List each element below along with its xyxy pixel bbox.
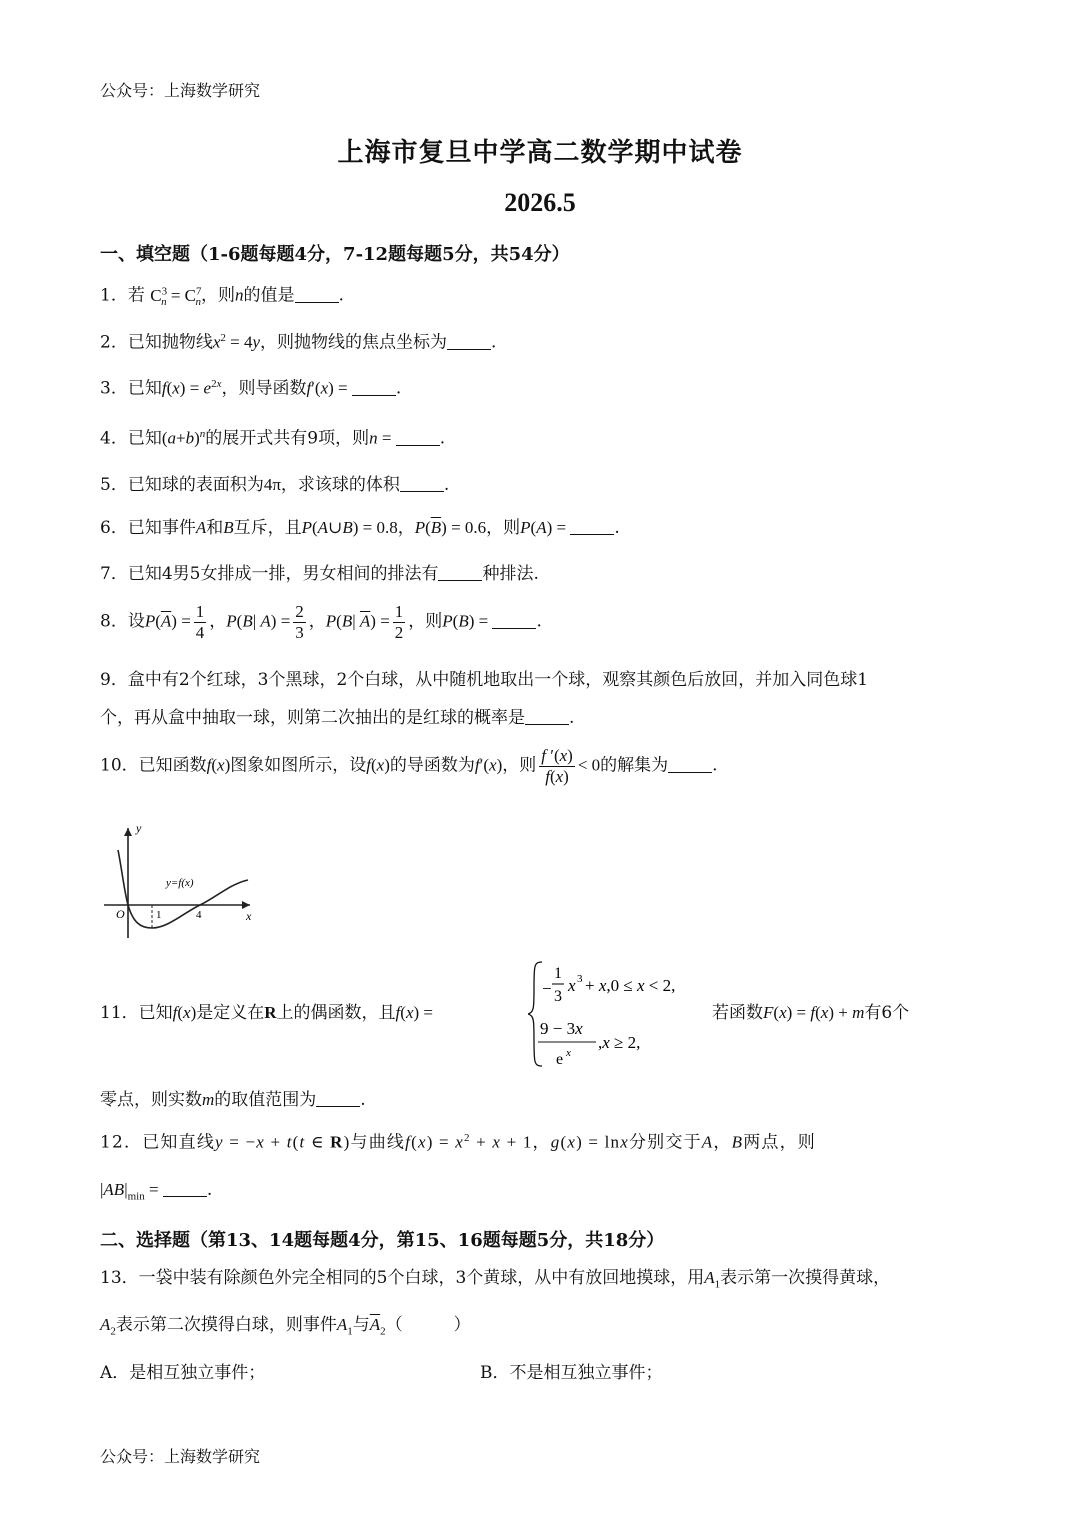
question-3: 3．已知$f(x) = e^{2x}$，则导函数f′(x) = . <box>100 378 402 399</box>
question-2: 2．已知抛物线$x^2 = 4y$，则抛物线的焦点坐标为 . <box>100 332 497 353</box>
y-label: y <box>136 821 142 835</box>
svg-text:,x ≥ 2,: ,x ≥ 2, <box>598 1033 641 1052</box>
question-9-line2: 个，再从盒中抽取一球，则第二次抽出的是红球的概率是 . <box>100 708 575 728</box>
option-b[interactable]: B．不是相互独立事件； <box>480 1363 663 1383</box>
section-choice-heading: 二、选择题（第13、14题每题4分，第15、16题每题5分，共18分） <box>100 1230 665 1251</box>
question-5: 5．已知球的表面积为4π，求该球的体积 . <box>100 475 450 495</box>
question-11-line2: 零点，则实数m的取值范围为 . <box>100 1090 366 1110</box>
piecewise-definition <box>528 958 708 1070</box>
question-11-post: 若函数F(x) = f(x) + m有6个 <box>712 1003 910 1023</box>
question-13-line1: 13．一袋中装有除颜色外完全相同的5个白球，3个黄球，从中有放回地摸球，用$A_1$表示第一次摸得黄球， <box>100 1268 891 1291</box>
option-a[interactable]: A．是相互独立事件； <box>100 1363 266 1383</box>
question-12: 12．已知直线y = −x + t(t ∈ R)与曲线$f(x) = x^2 + x + 1$，g(x) = lnx分别交于A，B两点，则 <box>100 1132 816 1153</box>
tick-label-4: 4 <box>196 909 202 921</box>
svg-text:1: 1 <box>554 965 562 982</box>
y-axis-arrow-icon <box>124 828 132 836</box>
question-1: 1．若 $C^3_n = C^7_n$，则n的值是 . <box>100 285 344 309</box>
question-13-line2: $A_2$表示第二次摸得白球，则事件$A_1$与$\overline{A}_2$（ ） <box>100 1315 471 1338</box>
exam-date: 2026.5 <box>504 188 576 217</box>
curve-label: y=f(x) <box>166 877 194 889</box>
question-7: 7．已知4男5女排成一排，男女相间的排法有 种排法. <box>100 564 539 584</box>
header-account: 公众号：上海数学研究 <box>100 81 261 100</box>
svg-text:3: 3 <box>577 973 583 985</box>
svg-text:3: 3 <box>554 988 562 1005</box>
x-label: x <box>246 909 252 923</box>
svg-text:+ x,0 ≤ x < 2,: + x,0 ≤ x < 2, <box>585 976 676 995</box>
footer-account: 公众号：上海数学研究 <box>100 1447 261 1466</box>
section-fill-blank-heading: 一、填空题（1-6题每题4分，7-12题每题5分，共54分） <box>100 244 570 265</box>
question-9-line1: 9．盒中有2个红球，3个黑球，2个白球，从中随机地取出一个球，观察其颜色后放回，并加入同色球1 <box>100 670 869 690</box>
svg-text:x: x <box>568 976 576 995</box>
question-6: 6．已知事件A和B互斥，且P(A∪B) = 0.8，$P(\overline{B}) = 0.6$，则P(A) = . <box>100 518 620 538</box>
exam-title: 上海市复旦中学高二数学期中试卷 <box>337 138 743 168</box>
tick-label-1: 1 <box>156 909 162 921</box>
svg-text:e: e <box>556 1051 564 1068</box>
svg-text:−: − <box>542 979 552 998</box>
question-12-line2: $|AB|_{min}$ = . <box>100 1180 213 1203</box>
origin-label: O <box>116 907 125 921</box>
question-11-pre: 11．已知f(x)是定义在R上的偶函数，且f(x) = <box>100 1003 433 1023</box>
question-10: 10．已知函数f(x)图象如图所示，设f(x)的导函数为f′(x)，则 $\frac{f '(x)}{f(x)}$ < 0的解集为 . <box>100 746 718 786</box>
svg-text:x: x <box>566 1047 571 1059</box>
function-graph <box>100 820 260 945</box>
x-axis-arrow-icon <box>242 901 250 909</box>
svg-text:9 − 3x: 9 − 3x <box>540 1019 583 1038</box>
question-4: 4．已知$(a+b)^n$的展开式共有9项，则n = . <box>100 428 446 449</box>
curve-path <box>118 850 248 928</box>
question-8: 8．设$P(\overline{A})$ = $\frac{1}{4}$ ，P(B| A) = $\frac{2}{3}$ ，P(B| $\overline{A}$) = $\frac{1}{2}$ ，则P(B) = . <box>100 602 542 642</box>
